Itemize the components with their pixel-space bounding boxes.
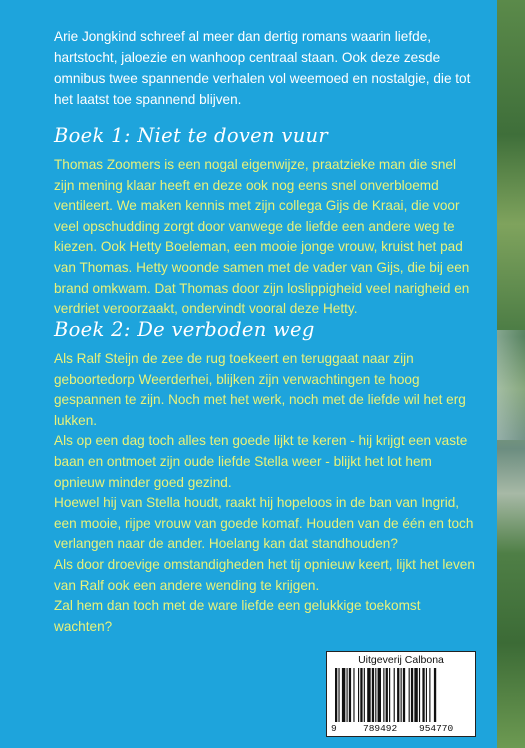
book2-paragraph-4: Als door droevige omstandigheden het tij opnieuw keert, lijkt het leven van Ralf ook een andere wending te krijgen. bbox=[54, 556, 475, 593]
intro-text: Arie Jongkind schreef al meer dan dertig romans waarin liefde, hartstocht, jaloezie en wanhoop centraal staan. Ook deze zesde omnibus twee spannende verhalen vol weemoed en nostalgie, die tot het laatst toe spannend blijven. bbox=[54, 29, 471, 107]
book2-paragraph-2: Als op een dag toch alles ten goede lijkt te keren - hij krijgt een vaste baan en ontmoet zijn oude liefde Stella weer - blijkt het lot hem opnieuw minder goed gezind. bbox=[54, 433, 468, 490]
publisher-name: Uitgeverij Calbona bbox=[358, 654, 444, 666]
book2-paragraph-3: Hoewel hij van Stella houdt, raakt hij hopeloos in de ban van Ingrid, een mooie, rijpe vrouw van goede komaf. Houden van de één en toch verlangen naar de ander. Hoelang kan dat standhouden? bbox=[54, 495, 474, 552]
book2-paragraph-5: Zal hem dan toch met de ware liefde een gelukkige toekomst wachten? bbox=[54, 598, 421, 634]
barcode-box bbox=[326, 651, 476, 737]
book1-paragraph: Thomas Zoomers is een nogal eigenwijze, praatzieke man die snel zijn mening klaar heeft en deze ook nog eens snel onverbloemd ventileert. We maken kennis met zijn collega Gijs de Kraai, die voor veel opschudding zorgt door vanwege de liefde een andere weg te kiezen. Ook Hetty Boeleman, een mooie jonge vrouw, kruist het pad van Thomas. Hetty woonde samen met de vader van Gijs, die bij een brand omkwam. Dat Thomas door zijn loslippigheid veel narigheid en verdriet veroorzaakt, ondervindt vooral deze Hetty. bbox=[54, 157, 470, 317]
book2-text bbox=[54, 349, 478, 637]
book2-paragraph-1: Als Ralf Steijn de zee de rug toekeert en teruggaat naar zijn geboortedorp Weerderhei, blijken zijn verwachtingen te hoog gespannen te zijn. Noch met het werk, noch met de liefde wil het erg lukken. bbox=[54, 351, 466, 428]
barcode-icon bbox=[333, 668, 469, 722]
barcode-digits-left: 789492 bbox=[363, 723, 398, 734]
barcode-digits-right: 954770 bbox=[419, 723, 454, 734]
book1-heading: Boek 1: Niet te doven vuur bbox=[54, 124, 329, 147]
book2-heading: Boek 2: De verboden weg bbox=[54, 318, 315, 341]
barcode-digit-lead: 9 bbox=[331, 723, 337, 734]
cover-photo-edge bbox=[497, 0, 525, 748]
